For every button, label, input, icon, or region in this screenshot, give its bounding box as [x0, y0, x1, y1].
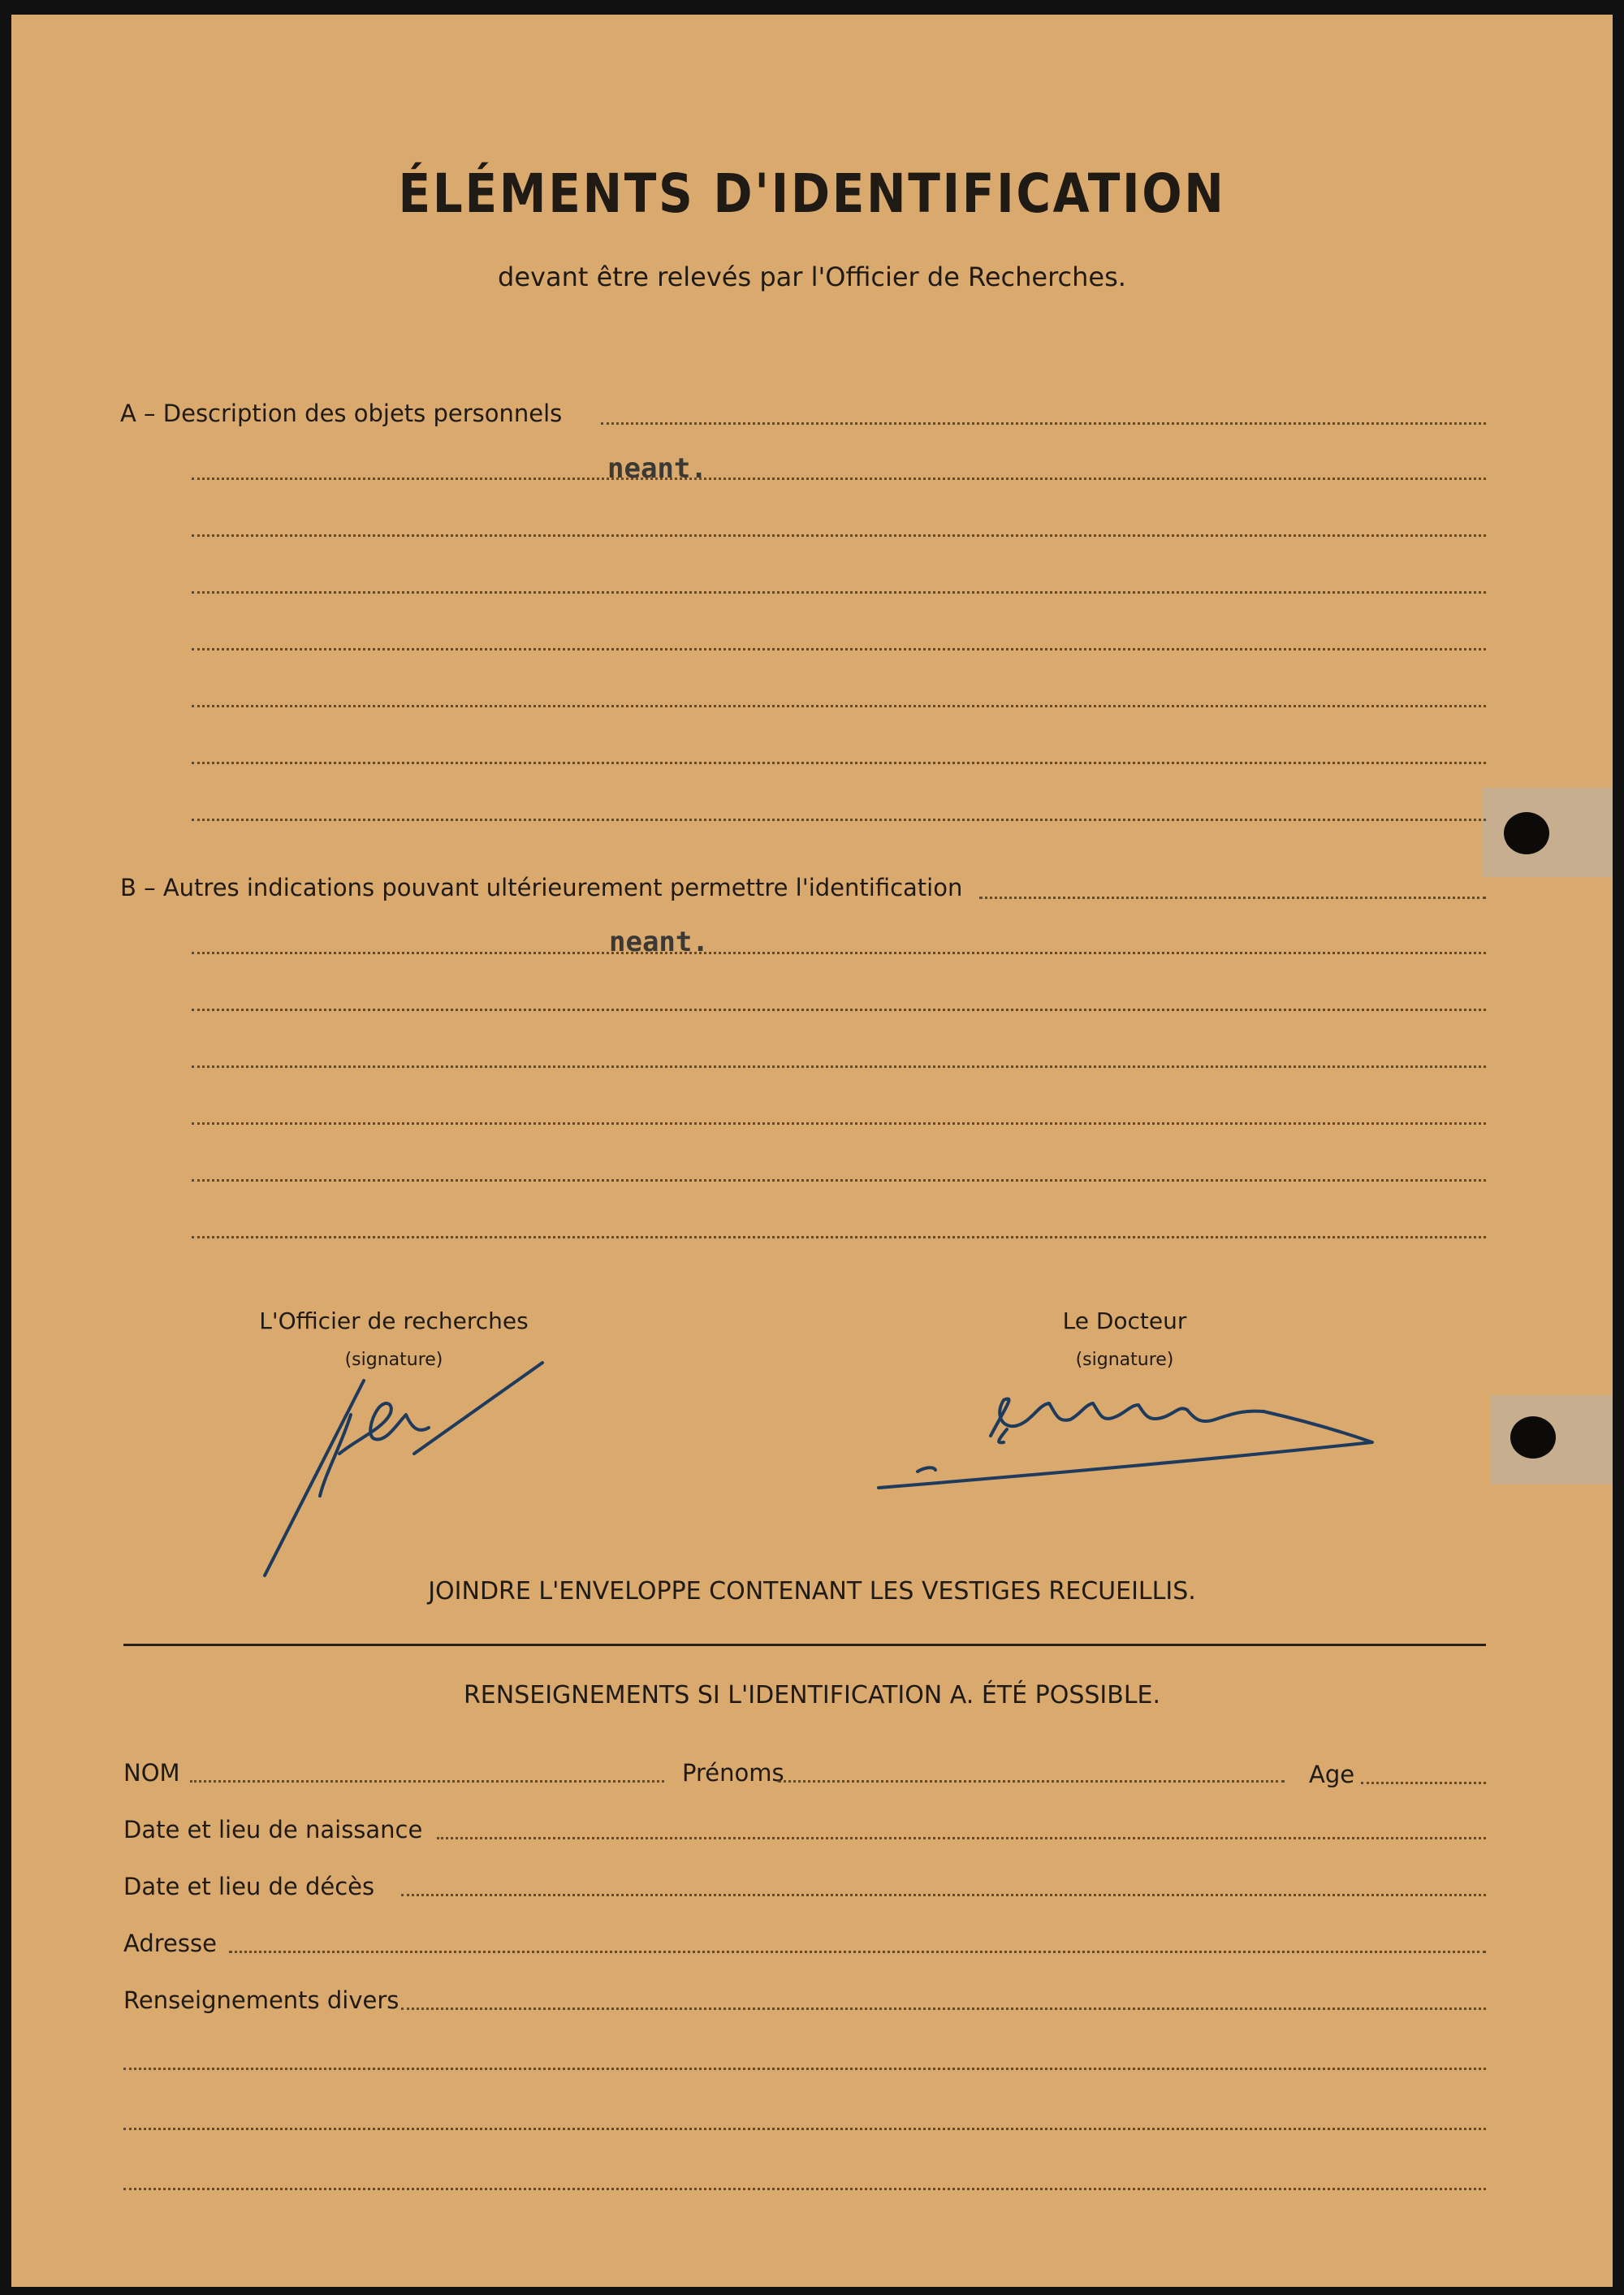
section-b-label: B – Autres indications pouvant ultérieurement permettre l'identification	[120, 874, 963, 901]
section-divider	[123, 1644, 1486, 1646]
age-label: Age	[1309, 1761, 1355, 1788]
doctor-signature-title: Le Docteur	[1062, 1307, 1187, 1334]
divers-label: Renseignements divers	[123, 1986, 400, 2014]
officer-signature-caption: (signature)	[344, 1350, 443, 1370]
deces-field	[401, 1894, 1486, 1896]
officer-signature-title: L'Officier de recherches	[259, 1307, 529, 1334]
prenoms-label: Prénoms	[682, 1759, 784, 1787]
divers-field	[401, 2008, 1486, 2010]
section-a-typed-value: neant.	[607, 452, 707, 485]
prenoms-field	[778, 1780, 1285, 1783]
section-a-label: A – Description des objets personnels	[120, 400, 563, 427]
nom-label: NOM	[123, 1759, 180, 1787]
doctor-signature-caption: (signature)	[1075, 1350, 1174, 1370]
age-field	[1361, 1782, 1486, 1784]
adresse-field	[229, 1951, 1486, 1953]
divers-field	[123, 2068, 1486, 2070]
form-subtitle: devant être relevés par l'Officier de Recherches.	[498, 261, 1126, 292]
naissance-label: Date et lieu de naissance	[123, 1816, 423, 1843]
envelope-instruction: JOINDRE L'ENVELOPPE CONTENANT LES VESTIGES RECUEILLIS.	[428, 1577, 1196, 1606]
section-b-typed-value: neant.	[609, 926, 709, 958]
adresse-label: Adresse	[123, 1930, 217, 1957]
form-title: ÉLÉMENTS D'IDENTIFICATION	[398, 162, 1226, 225]
info-section-heading: RENSEIGNEMENTS SI L'IDENTIFICATION A. ÉTÉ POSSIBLE.	[463, 1681, 1161, 1709]
officer-signature	[265, 1363, 542, 1575]
naissance-field	[437, 1837, 1486, 1839]
deces-label: Date et lieu de décès	[123, 1873, 375, 1900]
divers-field	[123, 2188, 1486, 2190]
divers-field	[123, 2128, 1486, 2130]
nom-field	[190, 1780, 664, 1783]
doctor-signature	[879, 1399, 1372, 1488]
